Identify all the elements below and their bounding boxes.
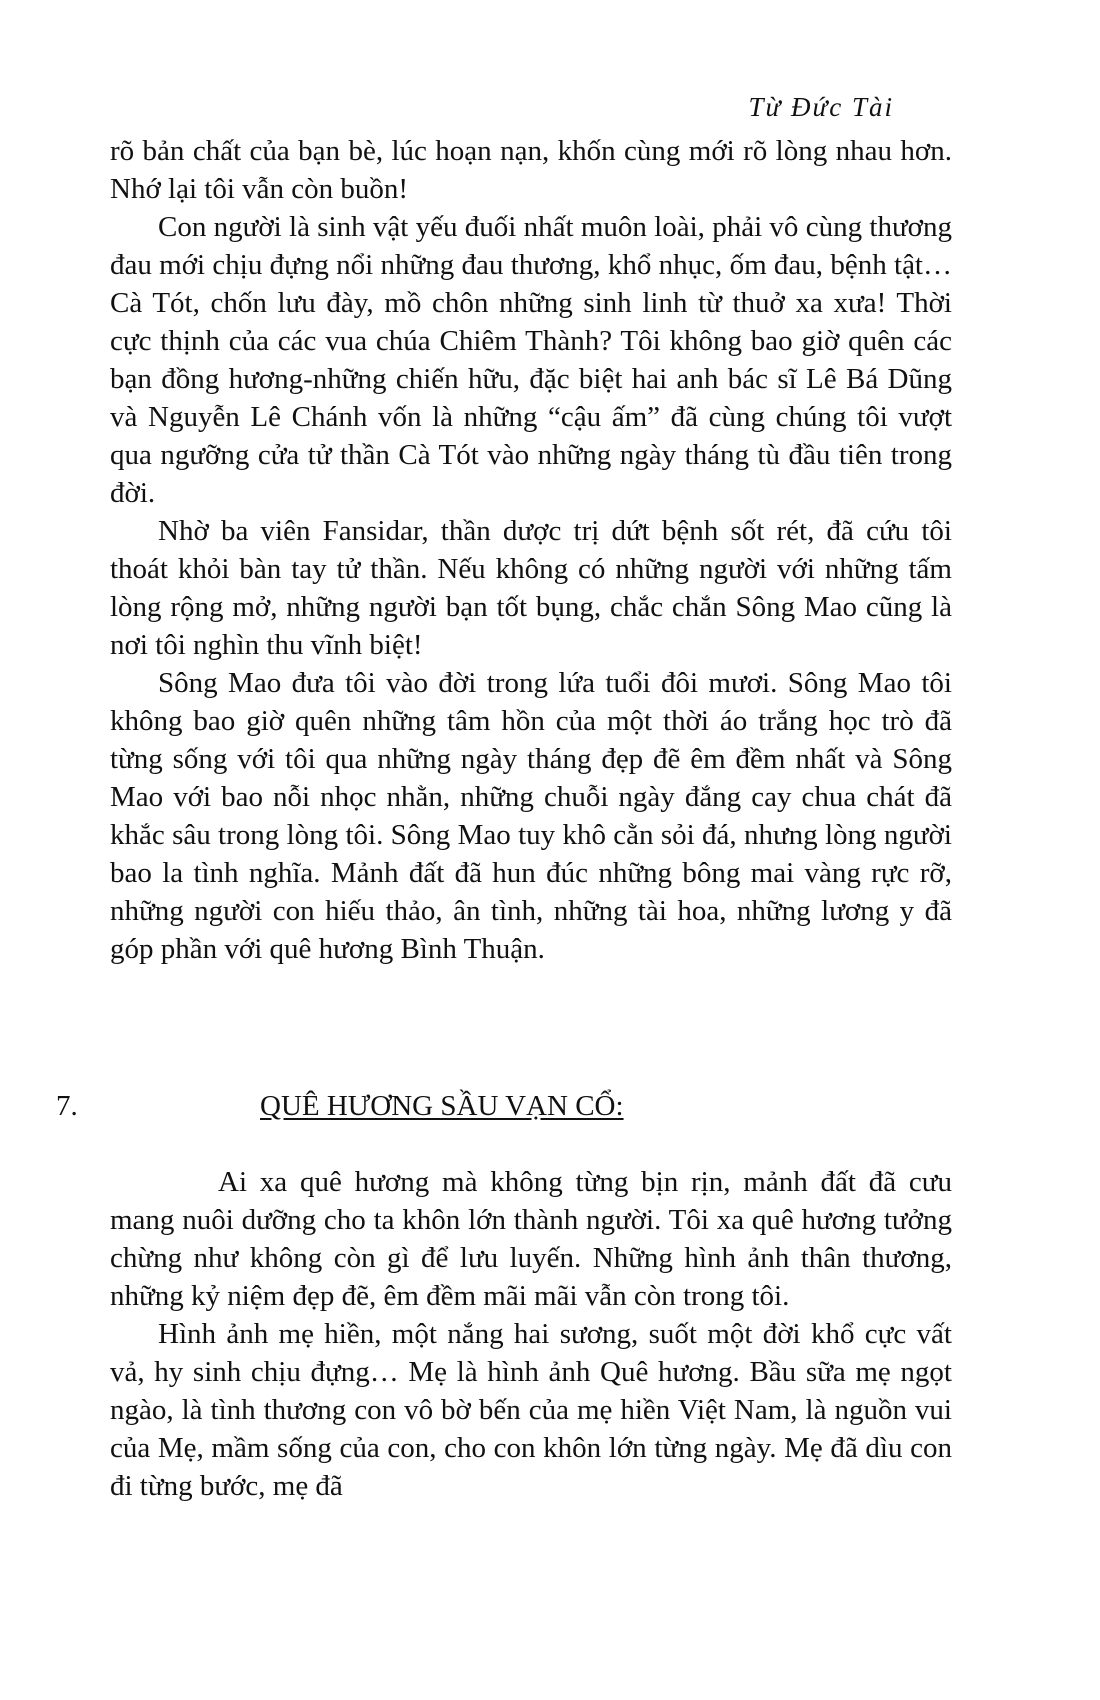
body-text-bottom: [110, 1163, 952, 1505]
section-title: QUÊ HƯƠNG SẦU VẠN CỔ: [260, 1090, 616, 1122]
running-header-author: Từ Đức Tài: [748, 92, 894, 122]
body-text-top: [110, 132, 952, 968]
section-number: 7.: [56, 1090, 78, 1122]
paragraph: Sông Mao đưa tôi vào đời trong lứa tuổi đôi mươi. Sông Mao tôi không bao giờ quên những tâm hồn của một thời áo trắng học trò đã từng sống với tôi qua những ngày tháng đẹp đẽ êm đềm nhất và Sông Mao với bao nỗi nhọc nhằn, những chuỗi ngày đắng cay chua chát đã khắc sâu trong lòng tôi. Sông Mao tuy khô cằn sỏi đá, nhưng lòng người bao la tình nghĩa. Mảnh đất đã hun đúc những bông mai vàng rực rỡ, những người con hiếu thảo, ân tình, những tài hoa, những lương y đã góp phần với quê hương Bình Thuận.: [110, 667, 952, 965]
section-title-colon: :: [615, 1090, 624, 1122]
section-title-wrap: [260, 1087, 624, 1125]
paragraph: Hình ảnh mẹ hiền, một nắng hai sương, suốt một đời khổ cực vất vả, hy sinh chịu đựng… Mẹ là hình ảnh Quê hương. Bầu sữa mẹ ngọt ngào, là tình thương con vô bờ bến của mẹ hiền Việt Nam, là nguồn vui của Mẹ, mầm sống của con, cho con khôn lớn từng ngày. Mẹ đã dìu con đi từng bước, mẹ đã: [110, 1318, 952, 1502]
paragraph: Ai xa quê hương mà không từng bịn rịn, mảnh đất đã cưu mang nuôi dưỡng cho ta khôn lớn thành người. Tôi xa quê hương tưởng chừng như không còn gì để lưu luyến. Những hình ảnh thân thương, những kỷ niệm đẹp đẽ, êm đềm mãi mãi vẫn còn trong tôi.: [110, 1166, 952, 1312]
paragraph: Nhờ ba viên Fansidar, thần dược trị dứt bệnh sốt rét, đã cứu tôi thoát khỏi bàn tay tử thần. Nếu không có những người với những tấm lòng rộng mở, những người bạn tốt bụng, chắc chắn Sông Mao cũng là nơi tôi nghìn thu vĩnh biệt!: [110, 515, 952, 661]
paragraph: Con người là sinh vật yếu đuối nhất muôn loài, phải vô cùng thương đau mới chịu đựng nổi những đau thương, khổ nhục, ốm đau, bệnh tật… Cà Tót, chốn lưu đày, mồ chôn những sinh linh từ thuở xa xưa! Thời cực thịnh của các vua chúa Chiêm Thành? Tôi không bao giờ quên các bạn đồng hương-những chiến hữu, đặc biệt hai anh bác sĩ Lê Bá Dũng và Nguyễn Lê Chánh vốn là những “cậu ấm” đã cùng chúng tôi vượt qua ngưỡng cửa tử thần Cà Tót vào những ngày tháng tù đầu tiên trong đời.: [110, 211, 952, 509]
paragraph-continued: rõ bản chất của bạn bè, lúc hoạn nạn, khốn cùng mới rõ lòng nhau hơn. Nhớ lại tôi vẫn còn buồn!: [110, 135, 952, 205]
